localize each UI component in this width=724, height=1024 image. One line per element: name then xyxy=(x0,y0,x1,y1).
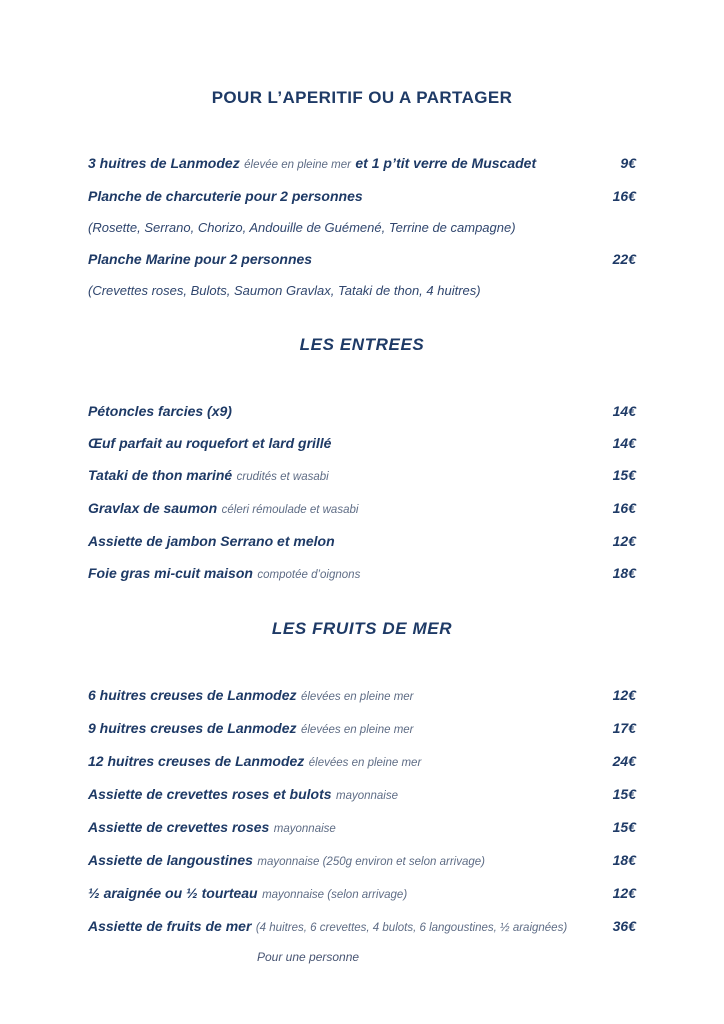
item-name: 6 huitres creuses de Lanmodez xyxy=(88,687,297,703)
item-ingredients-note: (Rosette, Serrano, Chorizo, Andouille de Guémené, Terrine de campagne) xyxy=(88,220,516,235)
menu-item-row xyxy=(88,249,636,270)
item-desc: mayonnaise xyxy=(273,823,336,835)
item-desc: compotée d’oignons xyxy=(257,569,361,581)
item-price: 36€ xyxy=(612,918,636,934)
item-text xyxy=(88,401,232,422)
item-price: 9€ xyxy=(620,155,636,171)
item-price: 22€ xyxy=(612,251,636,267)
item-price: 16€ xyxy=(612,188,636,204)
menu-item-row xyxy=(88,883,636,905)
section-title-aperitif: POUR L’APERITIF OU A PARTAGER xyxy=(211,88,513,107)
item-price: 16€ xyxy=(612,500,636,516)
section-aperitif xyxy=(88,153,636,301)
item-desc: élevées en pleine mer xyxy=(300,691,414,703)
menu-item-row xyxy=(88,498,636,520)
item-price: 24€ xyxy=(612,753,636,769)
item-name: Tataki de thon mariné xyxy=(88,467,233,483)
item-text xyxy=(88,531,335,552)
menu-item-row xyxy=(88,401,636,422)
section-title-entrees: LES ENTREES xyxy=(299,335,425,354)
item-text xyxy=(88,751,421,773)
menu-item-row xyxy=(88,916,636,938)
menu-item-row xyxy=(88,465,636,487)
item-name: Assiette de langoustines xyxy=(88,852,253,868)
item-name: Planche Marine pour 2 personnes xyxy=(88,251,313,267)
item-text xyxy=(88,916,567,938)
item-ingredients-note: (Crevettes roses, Bulots, Saumon Gravlax, Tataki de thon, 4 huitres) xyxy=(88,283,481,298)
section-title-fruits-de-mer: LES FRUITS DE MER xyxy=(271,619,453,638)
item-name: Assiette de crevettes roses xyxy=(88,819,270,835)
item-name: Pétoncles farcies (x9) xyxy=(88,403,232,419)
menu-item-row xyxy=(88,186,636,207)
menu-item-row xyxy=(88,850,636,872)
item-text xyxy=(88,784,398,806)
section-entrees xyxy=(88,401,636,585)
menu-item-row xyxy=(88,718,636,740)
item-price: 17€ xyxy=(612,720,636,736)
menu-item-row xyxy=(88,784,636,806)
item-text xyxy=(88,498,358,520)
item-price: 12€ xyxy=(612,885,636,901)
menu-item-row xyxy=(88,531,636,552)
item-text xyxy=(88,153,536,175)
item-desc: (4 huitres, 6 crevettes, 4 bulots, 6 langoustines, ½ araignées) xyxy=(255,922,568,934)
menu-item-row xyxy=(88,433,636,454)
item-text xyxy=(88,465,329,487)
item-name: ½ araignée ou ½ tourteau xyxy=(88,885,258,901)
item-price: 14€ xyxy=(612,435,636,451)
item-desc: mayonnaise xyxy=(336,790,399,802)
item-desc: élevée en pleine mer xyxy=(244,159,351,171)
item-text xyxy=(88,186,363,207)
menu-item-row xyxy=(88,817,636,839)
item-price: 12€ xyxy=(612,533,636,549)
item-desc: mayonnaise (250g environ et selon arrivage) xyxy=(257,856,485,868)
item-name: 9 huitres creuses de Lanmodez xyxy=(88,720,297,736)
item-price: 14€ xyxy=(612,403,636,419)
item-desc: céleri rémoulade et wasabi xyxy=(221,504,359,516)
item-name: 3 huitres de Lanmodez xyxy=(88,155,240,171)
item-name: Assiette de fruits de mer xyxy=(88,918,252,934)
menu-item-row xyxy=(88,563,636,585)
item-price: 12€ xyxy=(612,687,636,703)
item-price: 18€ xyxy=(612,565,636,581)
serving-note: Pour une personne xyxy=(257,950,360,964)
item-name-extra: et 1 p’tit verre de Muscadet xyxy=(355,155,537,171)
item-text xyxy=(88,433,331,454)
item-text xyxy=(88,883,407,905)
menu-item-row xyxy=(88,685,636,707)
item-desc: élevées en pleine mer xyxy=(308,757,422,769)
item-desc: mayonnaise (selon arrivage) xyxy=(262,889,408,901)
item-text xyxy=(88,718,414,740)
item-name: Assiette de jambon Serrano et melon xyxy=(88,533,335,549)
item-price: 15€ xyxy=(612,467,636,483)
item-name: 12 huitres creuses de Lanmodez xyxy=(88,753,305,769)
item-text xyxy=(88,685,414,707)
section-fruits-de-mer xyxy=(88,685,636,965)
item-name: Foie gras mi-cuit maison xyxy=(88,565,253,581)
item-desc: crudités et wasabi xyxy=(236,471,329,483)
item-name: Œuf parfait au roquefort et lard grillé xyxy=(88,435,332,451)
menu-item-row xyxy=(88,153,636,175)
item-text xyxy=(88,563,360,585)
item-text xyxy=(88,817,336,839)
item-name: Planche de charcuterie pour 2 personnes xyxy=(88,188,363,204)
item-price: 15€ xyxy=(612,786,636,802)
item-text xyxy=(88,850,485,872)
item-name: Assiette de crevettes roses et bulots xyxy=(88,786,332,802)
item-price: 18€ xyxy=(612,852,636,868)
item-desc: élevées en pleine mer xyxy=(300,724,414,736)
item-text xyxy=(88,249,312,270)
item-price: 15€ xyxy=(612,819,636,835)
menu-item-row xyxy=(88,751,636,773)
item-name: Gravlax de saumon xyxy=(88,500,218,516)
